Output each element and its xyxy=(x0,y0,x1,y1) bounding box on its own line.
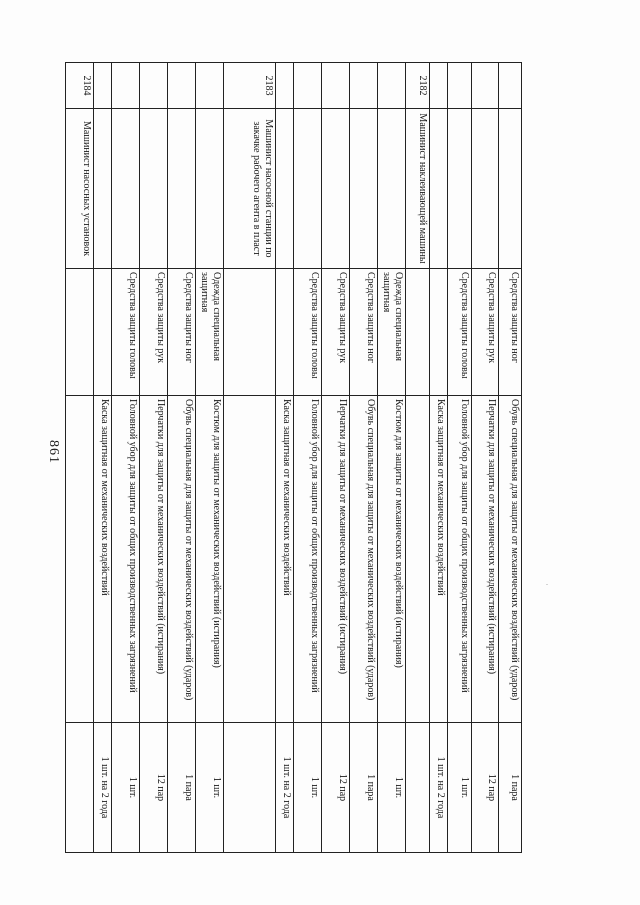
table-row xyxy=(66,63,94,853)
category-cell: Одежда специальная защитная xyxy=(378,269,406,396)
category-cell xyxy=(224,269,276,396)
item-cell: Костюм для защиты от механических воздействий (истирания) xyxy=(378,396,406,723)
quantity-cell: 1 шт. на 2 года xyxy=(276,723,294,853)
row-number xyxy=(294,63,322,109)
item-cell: Каска защитная от механических воздействий xyxy=(94,396,112,723)
item-cell: Перчатки для защиты от механических воздействий (истирания) xyxy=(322,396,350,723)
table-row xyxy=(168,63,196,853)
quantity-cell: 1 пара xyxy=(168,723,196,853)
quantity-cell xyxy=(66,723,94,853)
profession-cell xyxy=(378,109,406,269)
row-number xyxy=(378,63,406,109)
category-cell: Средства защиты рук xyxy=(140,269,168,396)
item-cell xyxy=(224,396,276,723)
profession-cell xyxy=(322,109,350,269)
row-number xyxy=(430,63,448,109)
table-row xyxy=(140,63,168,853)
profession-cell xyxy=(499,109,522,269)
ppe-table xyxy=(65,62,522,853)
profession-cell: Машинист насосной станции по закачке рабочего агента в пласт xyxy=(224,109,276,269)
row-number: 2182 xyxy=(406,63,430,109)
profession-cell xyxy=(294,109,322,269)
row-number xyxy=(276,63,294,109)
category-cell: Средства защиты головы xyxy=(112,269,140,396)
page-number: 861 xyxy=(46,440,61,464)
table-row xyxy=(499,63,522,853)
table-row xyxy=(196,63,224,853)
category-cell: Средства защиты рук xyxy=(322,269,350,396)
quantity-cell: 1 шт. xyxy=(196,723,224,853)
quantity-cell xyxy=(406,723,430,853)
item-cell: Обувь специальная для защиты от механических воздействий (ударов) xyxy=(499,396,522,723)
profession-cell xyxy=(350,109,378,269)
table-row xyxy=(472,63,499,853)
profession-cell xyxy=(196,109,224,269)
profession-cell xyxy=(112,109,140,269)
item-cell: Каска защитная от механических воздействий xyxy=(276,396,294,723)
quantity-cell: 12 пар xyxy=(322,723,350,853)
profession-cell xyxy=(140,109,168,269)
profession-cell xyxy=(94,109,112,269)
category-cell xyxy=(276,269,294,396)
quantity-cell: 1 шт. xyxy=(448,723,472,853)
profession-cell xyxy=(430,109,448,269)
category-cell xyxy=(406,269,430,396)
row-number: 2183 xyxy=(224,63,276,109)
quantity-cell: 12 пар xyxy=(472,723,499,853)
table-row xyxy=(378,63,406,853)
row-number xyxy=(112,63,140,109)
profession-cell xyxy=(276,109,294,269)
category-cell xyxy=(66,269,94,396)
table-row xyxy=(448,63,472,853)
table-row xyxy=(350,63,378,853)
category-cell xyxy=(94,269,112,396)
row-number xyxy=(499,63,522,109)
quantity-cell: 1 пара xyxy=(350,723,378,853)
scan-speck: · xyxy=(541,583,551,586)
quantity-cell: 1 шт. на 2 года xyxy=(94,723,112,853)
item-cell: Головной убор для защиты от общих производственных загрязнений xyxy=(294,396,322,723)
category-cell: Одежда специальная защитная xyxy=(196,269,224,396)
category-cell xyxy=(430,269,448,396)
row-number: 2184 xyxy=(66,63,94,109)
category-cell: Средства защиты головы xyxy=(448,269,472,396)
profession-cell xyxy=(448,109,472,269)
row-number xyxy=(168,63,196,109)
profession-cell: Машинист наклеивающей машины xyxy=(406,109,430,269)
category-cell: Средства защиты ног xyxy=(350,269,378,396)
item-cell: Обувь специальная для защиты от механических воздействий (ударов) xyxy=(350,396,378,723)
row-number xyxy=(350,63,378,109)
item-cell: Костюм для защиты от механических воздействий (истирания) xyxy=(196,396,224,723)
quantity-cell: 1 шт. на 2 года xyxy=(430,723,448,853)
table-row xyxy=(294,63,322,853)
item-cell: Перчатки для защиты от механических воздействий (истирания) xyxy=(472,396,499,723)
row-number xyxy=(322,63,350,109)
table-row xyxy=(276,63,294,853)
quantity-cell: 12 пар xyxy=(140,723,168,853)
table-row xyxy=(224,63,276,853)
category-cell: Средства защиты ног xyxy=(168,269,196,396)
row-number xyxy=(94,63,112,109)
quantity-cell: 1 пара xyxy=(499,723,522,853)
item-cell: Головной убор для защиты от общих производственных загрязнений xyxy=(448,396,472,723)
row-number xyxy=(472,63,499,109)
quantity-cell: 1 шт. xyxy=(112,723,140,853)
table-row xyxy=(94,63,112,853)
profession-cell xyxy=(168,109,196,269)
table-row xyxy=(430,63,448,853)
row-number xyxy=(140,63,168,109)
profession-cell xyxy=(472,109,499,269)
category-cell: Средства защиты рук xyxy=(472,269,499,396)
item-cell xyxy=(406,396,430,723)
quantity-cell xyxy=(224,723,276,853)
table-row xyxy=(112,63,140,853)
table-row xyxy=(322,63,350,853)
profession-cell: Машинист насосных установок xyxy=(66,109,94,269)
table-container xyxy=(81,62,522,852)
quantity-cell: 1 шт. xyxy=(378,723,406,853)
category-cell: Средства защиты ног xyxy=(499,269,522,396)
category-cell: Средства защиты головы xyxy=(294,269,322,396)
table-row xyxy=(406,63,430,853)
quantity-cell: 1 шт. xyxy=(294,723,322,853)
item-cell: Обувь специальная для защиты от механических воздействий (ударов) xyxy=(168,396,196,723)
item-cell: Перчатки для защиты от механических воздействий (истирания) xyxy=(140,396,168,723)
item-cell: Каска защитная от механических воздействий xyxy=(430,396,448,723)
row-number xyxy=(448,63,472,109)
item-cell: Головной убор для защиты от общих производственных загрязнений xyxy=(112,396,140,723)
row-number xyxy=(196,63,224,109)
item-cell xyxy=(66,396,94,723)
